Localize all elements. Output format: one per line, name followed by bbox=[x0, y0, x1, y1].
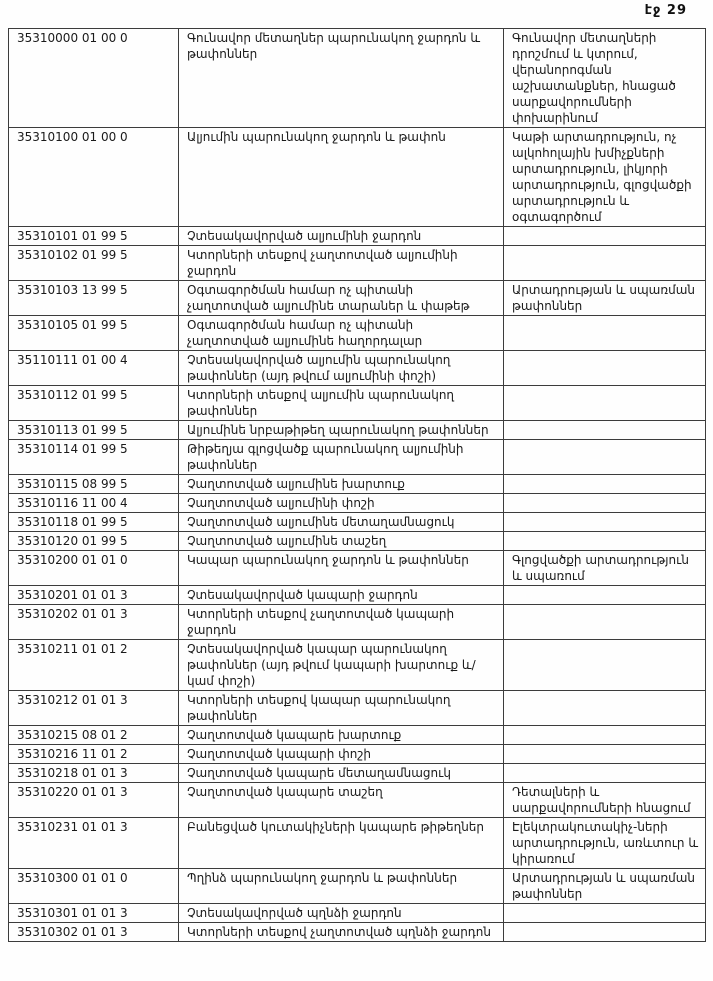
waste-description-cell: Չաղտոտված ալյումինե խարտուք bbox=[179, 475, 504, 494]
table-row bbox=[9, 586, 706, 605]
waste-description-cell: Կտորների տեսքով ալյումին պարունակող թափոններ bbox=[179, 386, 504, 421]
waste-source-cell bbox=[504, 605, 706, 640]
waste-code-cell: 35310300 01 01 0 bbox=[9, 869, 179, 904]
table-row bbox=[9, 128, 706, 227]
waste-source-cell bbox=[504, 745, 706, 764]
table-row bbox=[9, 227, 706, 246]
table-row bbox=[9, 745, 706, 764]
waste-description-cell: Բանեցված կուտակիչների կապարե թիթեղներ bbox=[179, 818, 504, 869]
table-row bbox=[9, 869, 706, 904]
waste-source-cell bbox=[504, 440, 706, 475]
waste-description-cell: Չտեսակավորված կապարի ջարդոն bbox=[179, 586, 504, 605]
table-row bbox=[9, 605, 706, 640]
waste-description-cell: Չաղտոտված ալյումինի փոշի bbox=[179, 494, 504, 513]
waste-code-cell: 35310103 13 99 5 bbox=[9, 281, 179, 316]
waste-source-cell bbox=[504, 726, 706, 745]
waste-source-cell: Արտադրության և սպառման թափոններ bbox=[504, 281, 706, 316]
waste-description-cell: Չաղտոտված կապարե տաշեղ bbox=[179, 783, 504, 818]
table-row bbox=[9, 316, 706, 351]
waste-description-cell: Կտորների տեսքով չաղտոտված պղնձի ջարդոն bbox=[179, 923, 504, 942]
waste-source-cell bbox=[504, 904, 706, 923]
waste-code-cell: 35310100 01 00 0 bbox=[9, 128, 179, 227]
waste-code-cell: 35310211 01 01 2 bbox=[9, 640, 179, 691]
table-row bbox=[9, 640, 706, 691]
waste-description-cell: Թիթեղյա գլոցվածք պարունակող ալյումինի թափոններ bbox=[179, 440, 504, 475]
waste-code-cell: 35310113 01 99 5 bbox=[9, 421, 179, 440]
waste-source-cell: Էլեկտրակուտակիչ-ների արտադրություն, առևտուր և կիրառում bbox=[504, 818, 706, 869]
waste-code-cell: 35310202 01 01 3 bbox=[9, 605, 179, 640]
waste-description-cell: Չաղտոտված կապարի փոշի bbox=[179, 745, 504, 764]
waste-description-cell: Օգտագործման համար ոչ պիտանի չաղտոտված ալյումինե հաղորդալար bbox=[179, 316, 504, 351]
waste-code-cell: 35310302 01 01 3 bbox=[9, 923, 179, 942]
table-row bbox=[9, 818, 706, 869]
waste-source-cell: Արտադրության և սպառման թափոններ bbox=[504, 869, 706, 904]
waste-source-cell: Դետալների և սարքավորումների հնացում bbox=[504, 783, 706, 818]
page-number: էջ 29 bbox=[644, 3, 687, 18]
table-row bbox=[9, 904, 706, 923]
table-row bbox=[9, 29, 706, 128]
waste-code-cell: 35310120 01 99 5 bbox=[9, 532, 179, 551]
waste-description-cell: Օգտագործման համար ոչ պիտանի չաղտոտված ալյումինե տարաներ և փաթեթ bbox=[179, 281, 504, 316]
waste-source-cell bbox=[504, 923, 706, 942]
table-row bbox=[9, 764, 706, 783]
waste-code-cell: 35310114 01 99 5 bbox=[9, 440, 179, 475]
table-row bbox=[9, 475, 706, 494]
table-row bbox=[9, 532, 706, 551]
waste-source-cell bbox=[504, 640, 706, 691]
table-row bbox=[9, 246, 706, 281]
waste-description-cell: Չաղտոտված ալյումինե տաշեղ bbox=[179, 532, 504, 551]
waste-code-cell: 35310115 08 99 5 bbox=[9, 475, 179, 494]
table-row bbox=[9, 551, 706, 586]
waste-code-cell: 35310102 01 99 5 bbox=[9, 246, 179, 281]
table-row bbox=[9, 494, 706, 513]
waste-description-cell: Չտեսակավորված կապար պարունակող թափոններ (այդ թվում կապարի խարտուք և/կամ փոշի) bbox=[179, 640, 504, 691]
table-row bbox=[9, 923, 706, 942]
waste-source-cell bbox=[504, 586, 706, 605]
waste-description-cell: Չտեսակավորված պղնձի ջարդոն bbox=[179, 904, 504, 923]
waste-description-cell: Ալյումին պարունակող ջարդոն և թափոն bbox=[179, 128, 504, 227]
waste-source-cell bbox=[504, 421, 706, 440]
waste-source-cell bbox=[504, 691, 706, 726]
waste-code-cell: 35310000 01 00 0 bbox=[9, 29, 179, 128]
waste-source-cell bbox=[504, 513, 706, 532]
waste-code-cell: 35310215 08 01 2 bbox=[9, 726, 179, 745]
waste-source-cell bbox=[504, 475, 706, 494]
waste-code-cell: 35110111 01 00 4 bbox=[9, 351, 179, 386]
table-row bbox=[9, 726, 706, 745]
waste-description-cell: Պղինձ պարունակող ջարդոն և թափոններ bbox=[179, 869, 504, 904]
waste-code-cell: 35310118 01 99 5 bbox=[9, 513, 179, 532]
waste-source-cell bbox=[504, 227, 706, 246]
table-row bbox=[9, 281, 706, 316]
waste-classification-table bbox=[8, 28, 706, 942]
waste-source-cell: Գլոցվածքի արտադրություն և սպառում bbox=[504, 551, 706, 586]
waste-source-cell bbox=[504, 386, 706, 421]
waste-source-cell bbox=[504, 316, 706, 351]
table-row bbox=[9, 440, 706, 475]
waste-source-cell: Կաթի արտադրություն, ոչ ալկոհոլային խմիչքների արտադրություն, լիկյորի արտադրություն, գլոցվածքի արտադրություն և օգտագործում bbox=[504, 128, 706, 227]
table-row bbox=[9, 386, 706, 421]
waste-code-cell: 35310201 01 01 3 bbox=[9, 586, 179, 605]
waste-table-body bbox=[9, 29, 706, 942]
waste-description-cell: Կտորների տեսքով չաղտոտված ալյումինի ջարդոն bbox=[179, 246, 504, 281]
table-row bbox=[9, 421, 706, 440]
waste-code-cell: 35310220 01 01 3 bbox=[9, 783, 179, 818]
waste-code-cell: 35310112 01 99 5 bbox=[9, 386, 179, 421]
waste-code-cell: 35310101 01 99 5 bbox=[9, 227, 179, 246]
waste-source-cell: Գունավոր մետաղների դրոշմում և կտրում, վերանորոգման աշխատանքներ, հնացած սարքավորումների փոխարինում bbox=[504, 29, 706, 128]
waste-description-cell: Չաղտոտված ալյումինե մետաղամնացուկ bbox=[179, 513, 504, 532]
waste-code-cell: 35310212 01 01 3 bbox=[9, 691, 179, 726]
waste-source-cell bbox=[504, 351, 706, 386]
table-row bbox=[9, 783, 706, 818]
waste-description-cell: Ալյումինե նրբաթիթեղ պարունակող թափոններ bbox=[179, 421, 504, 440]
waste-code-cell: 35310216 11 01 2 bbox=[9, 745, 179, 764]
table-row bbox=[9, 351, 706, 386]
waste-code-cell: 35310218 01 01 3 bbox=[9, 764, 179, 783]
waste-description-cell: Կապար պարունակող ջարդոն և թափոններ bbox=[179, 551, 504, 586]
table-row bbox=[9, 513, 706, 532]
waste-code-cell: 35310301 01 01 3 bbox=[9, 904, 179, 923]
waste-description-cell: Չաղտոտված կապարե մետաղամնացուկ bbox=[179, 764, 504, 783]
waste-source-cell bbox=[504, 532, 706, 551]
waste-code-cell: 35310105 01 99 5 bbox=[9, 316, 179, 351]
waste-source-cell bbox=[504, 764, 706, 783]
table-row bbox=[9, 691, 706, 726]
waste-source-cell bbox=[504, 246, 706, 281]
waste-source-cell bbox=[504, 494, 706, 513]
waste-description-cell: Կտորների տեսքով կապար պարունակող թափոններ bbox=[179, 691, 504, 726]
waste-code-cell: 35310200 01 01 0 bbox=[9, 551, 179, 586]
waste-description-cell: Չտեսակավորված ալյումինի ջարդոն bbox=[179, 227, 504, 246]
waste-description-cell: Գունավոր մետաղներ պարունակող ջարդոն և թափոններ bbox=[179, 29, 504, 128]
waste-description-cell: Կտորների տեսքով չաղտոտված կապարի ջարդոն bbox=[179, 605, 504, 640]
waste-description-cell: Չաղտոտված կապարե խարտուք bbox=[179, 726, 504, 745]
waste-code-cell: 35310231 01 01 3 bbox=[9, 818, 179, 869]
waste-description-cell: Չտեսակավորված ալյումին պարունակող թափոններ (այդ թվում ալյումինի փոշի) bbox=[179, 351, 504, 386]
waste-code-cell: 35310116 11 00 4 bbox=[9, 494, 179, 513]
